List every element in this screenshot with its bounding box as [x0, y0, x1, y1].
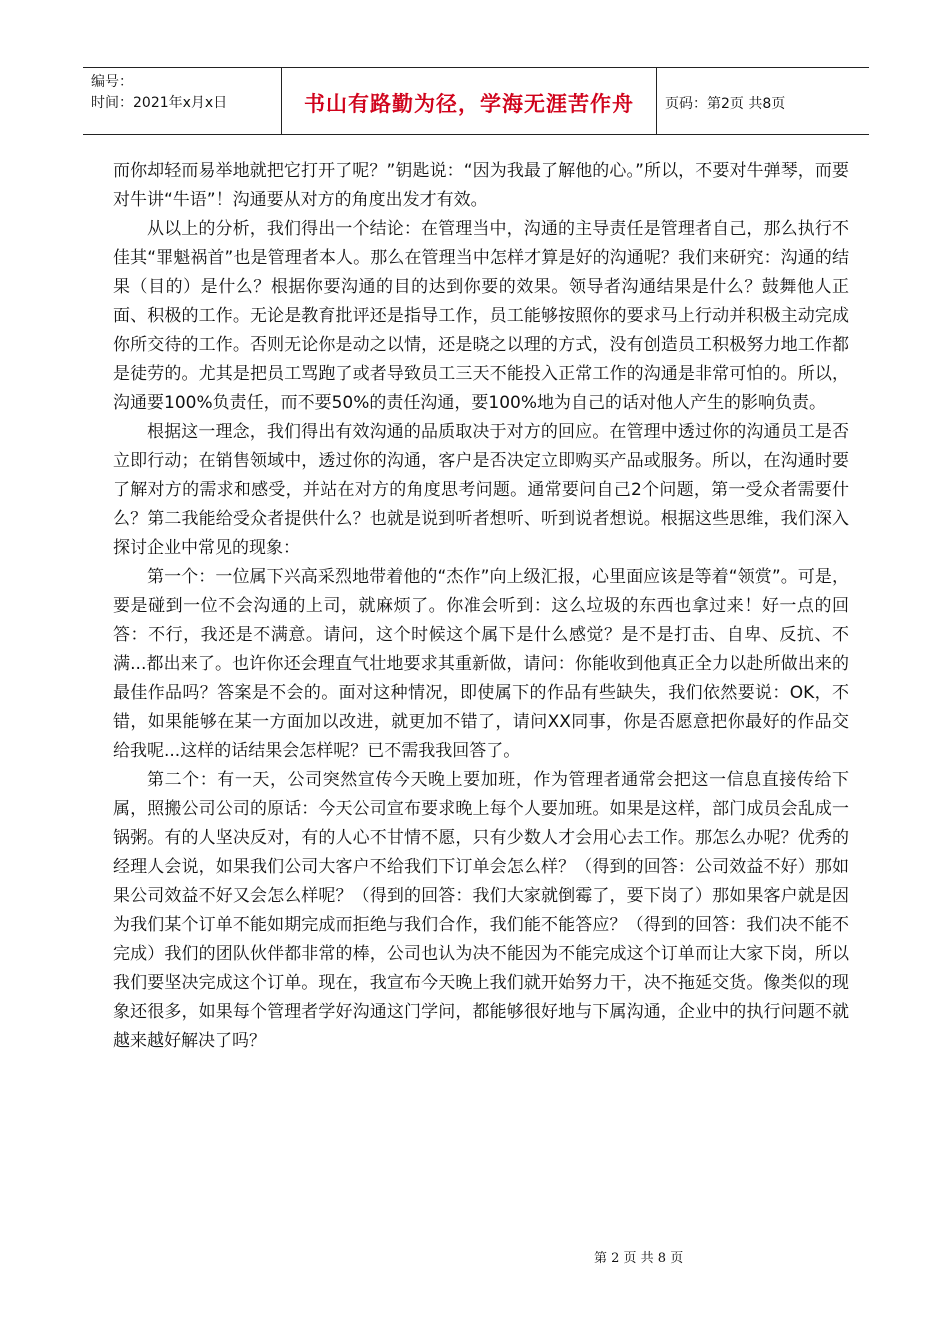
document-number-label: 编号：	[91, 74, 133, 90]
document-date-label: 时间：2021年x月x日	[91, 95, 228, 111]
header-page-number: 页码：第2页 共8页	[665, 96, 786, 112]
paragraph: 第一个：一位属下兴高采烈地带着他的“杰作”向上级汇报，心里面应该是等着“领赏”。可是，要是碰到一位不会沟通的上司，就麻烦了。你准会听到：这么垃圾的东西也拿过来！好一点的回答：不行，我还是不满意。请问，这个时候这个属下是什么感觉？是不是打击、自卑、反抗、不满...都出来了。也许你还会理直气壮地要求其重新做，请问：你能收到他真正全力以赴所做出来的最佳作品吗？答案是不会的。面对这种情况，即使属下的作品有些缺失，我们依然要说：OK，不错，如果能够在某一方面加以改进，就更加不错了，请问XX同事，你是否愿意把你最好的作品交给我呢...这样的话结果会怎样呢？已不需我我回答了。	[113, 567, 849, 761]
paragraph: 而你却轻而易举地就把它打开了呢？”钥匙说：“因为我最了解他的心。”所以，不要对牛弹琴，而要对牛讲“牛语”！沟通要从对方的角度出发才有效。	[113, 161, 849, 210]
header-motto: 书山有路勤为径，学海无涯苦作舟	[282, 68, 657, 134]
paragraph: 从以上的分析，我们得出一个结论：在管理当中，沟通的主导责任是管理者自己，那么执行不佳其“罪魁祸首”也是管理者本人。那么在管理当中怎样才算是好的沟通呢？我们来研究：沟通的结果（目的）是什么？根据你要沟通的目的达到你要的效果。领导者沟通结果是什么？鼓舞他人正面、积极的工作。无论是教育批评还是指导工作，员工能够按照你的要求马上行动并积极主动完成你所交待的工作。否则无论你是动之以情，还是晓之以理的方式，没有创造员工积极努力地工作都是徒劳的。尤其是把员工骂跑了或者导致员工三天不能投入正常工作的沟通是非常可怕的。所以，沟通要100%负责任，而不要50%的责任沟通，要100%地为自己的话对他人产生的影响负责。	[113, 219, 849, 413]
header-meta	[83, 68, 282, 134]
document-body	[113, 157, 849, 1056]
paragraph: 根据这一理念，我们得出有效沟通的品质取决于对方的回应。在管理中透过你的沟通员工是否立即行动；在销售领域中，透过你的沟通，客户是否决定立即购买产品或服务。所以，在沟通时要了解对方的需求和感受，并站在对方的角度思考问题。通常要问自己2个问题，第一受众者需要什么？第二我能给受众者提供什么？也就是说到听者想听、听到说者想说。根据这些思维，我们深入探讨企业中常见的现象：	[113, 422, 849, 558]
paragraph: 第二个：有一天，公司突然宣传今天晚上要加班，作为管理者通常会把这一信息直接传给下属，照搬公司公司的原话：今天公司宣布要求晚上每个人要加班。如果是这样，部门成员会乱成一锅粥。有的人坚决反对，有的人心不甘情不愿，只有少数人才会用心去工作。那怎么办呢？优秀的经理人会说，如果我们公司大客户不给我们下订单会怎么样？（得到的回答：公司效益不好）那如果公司效益不好又会怎么样呢？（得到的回答：我们大家就倒霉了，要下岗了）那如果客户就是因为我们某个订单不能如期完成而拒绝与我们合作，我们能不能答应？（得到的回答：我们决不能不完成）我们的团队伙伴都非常的棒，公司也认为决不能因为不能完成这个订单而让大家下岗，所以我们要坚决完成这个订单。现在，我宣布今天晚上我们就开始努力干，决不拖延交货。像类似的现象还很多，如果每个管理者学好沟通这门学问，都能够很好地与下属沟通，企业中的执行问题不就越来越好解决了吗？	[113, 770, 849, 1051]
footer-page-number: 第 2 页 共 8 页	[594, 1251, 684, 1266]
page-header	[83, 67, 869, 135]
